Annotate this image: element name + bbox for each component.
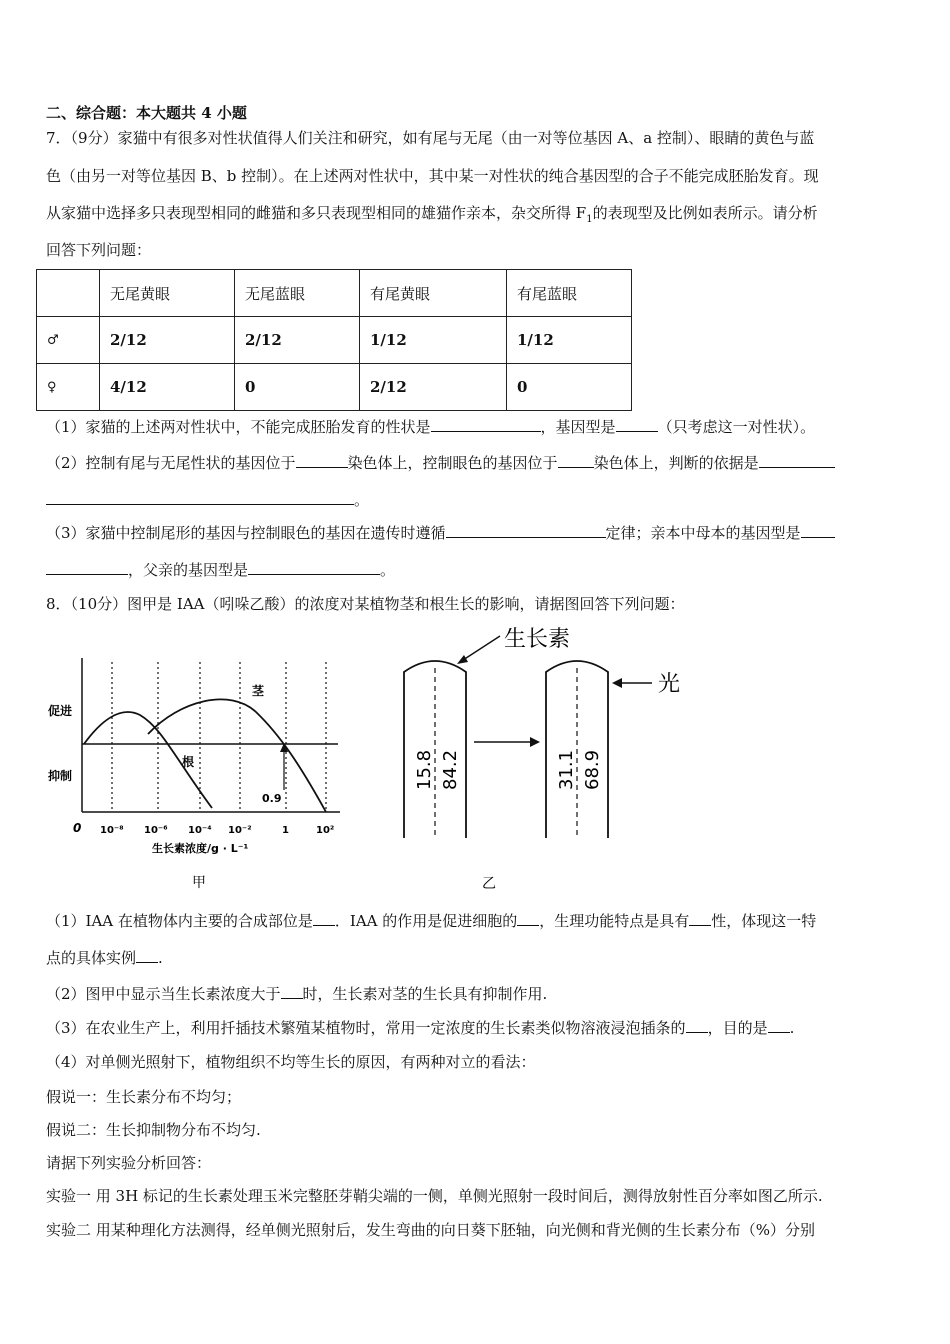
table-header-cell: 无尾黄眼 bbox=[100, 270, 235, 317]
q8-intro: 8．（10分）图甲是 IAA（吲哚乙酸）的浓度对某植物茎和根生长的影响，请据图回答下列问题： bbox=[46, 595, 685, 613]
x-axis-label: 生长素浓度/g · L⁻¹ bbox=[152, 842, 249, 855]
table-header-row bbox=[37, 270, 632, 317]
figure-yi bbox=[390, 620, 710, 900]
table-header-cell: 无尾蓝眼 bbox=[235, 270, 360, 317]
table-row bbox=[37, 317, 632, 364]
xtick-label: 10⁻⁶ bbox=[144, 825, 168, 836]
q7-line-3: 从家猫中选择多只表现型相同的雌猫和多只表现型相同的雄猫作亲本，杂交所得 $F_1$的表现型及比例如表所示。请分析 bbox=[46, 204, 818, 225]
answer-blank[interactable] bbox=[517, 911, 539, 926]
q7-line-1: 7．（9分）家猫中有很多对性状值得人们关注和研究，如有尾与无尾（由一对等位基因 A、a 控制）、眼睛的黄色与蓝 bbox=[46, 129, 815, 147]
table-cell: 2/12 bbox=[360, 364, 507, 411]
table-cell: 0 bbox=[507, 364, 632, 411]
auxin-arrow bbox=[460, 636, 500, 662]
label-0-9: 0.9 bbox=[262, 792, 282, 805]
table-cell-sex: ♂ bbox=[37, 317, 100, 364]
label-inhibit: 抑制 bbox=[48, 769, 73, 783]
label-root: 根 bbox=[182, 755, 195, 769]
q7-line-2: 色（由另一对等位基因 B、b 控制）。在上述两对性状中，其中某一对性状的纯合基因型的合子不能完成胚胎发育。现 bbox=[46, 167, 819, 185]
table-cell-sex: ♀ bbox=[37, 364, 100, 411]
phenotype-table bbox=[36, 269, 632, 411]
table-cell bbox=[37, 270, 100, 317]
q7-sub-2: （2）控制有尾与无尾性状的基因位于 染色体上，控制眼色的基因位于 染色体上，判断的依据是 bbox=[46, 453, 835, 473]
answer-blank[interactable] bbox=[46, 490, 354, 505]
q8-sub-4: （4）对单侧光照射下，植物组织不均等生长的原因，有两种对立的看法： bbox=[46, 1053, 536, 1071]
experiment-prompt: 请据下列实验分析回答： bbox=[46, 1154, 212, 1172]
table-header-cell: 有尾黄眼 bbox=[360, 270, 507, 317]
origin-label: 0 bbox=[73, 821, 82, 835]
section-heading: 二、综合题：本大题共 4 小题 bbox=[46, 104, 247, 122]
answer-blank[interactable] bbox=[801, 523, 835, 538]
table-cell: 4/12 bbox=[100, 364, 235, 411]
q7-sub-3-cont: ，父亲的基因型是 。 bbox=[46, 560, 395, 580]
table-row bbox=[37, 364, 632, 411]
q8-sub-3: （3）在农业生产上，利用扦插技术繁殖某植物时，常用一定浓度的生长素类似物溶液浸泡插条的 ，目的是 . bbox=[46, 1019, 795, 1037]
q7-line-4: 回答下列问题： bbox=[46, 241, 152, 259]
table-cell: 0 bbox=[235, 364, 360, 411]
table-header-cell: 有尾蓝眼 bbox=[507, 270, 632, 317]
caption-yi: 乙 bbox=[482, 876, 496, 892]
label-stem: 茎 bbox=[252, 684, 265, 698]
answer-blank[interactable] bbox=[558, 453, 594, 468]
q8-sub-1: （1）IAA 在植物体内主要的合成部位是 ．IAA 的作用是促进细胞的 ，生理功能特点是具有 性，体现这一特 bbox=[46, 912, 817, 930]
answer-blank[interactable] bbox=[313, 911, 335, 926]
table-cell: 2/12 bbox=[100, 317, 235, 364]
answer-blank[interactable] bbox=[689, 911, 711, 926]
answer-blank[interactable] bbox=[248, 560, 380, 575]
q7-sub-2-cont: 。 bbox=[46, 490, 369, 510]
figure-jia bbox=[40, 640, 360, 900]
answer-blank[interactable] bbox=[759, 453, 835, 468]
label-light: 光 bbox=[658, 672, 681, 697]
xtick-label: 10⁻⁸ bbox=[100, 825, 124, 836]
answer-blank[interactable] bbox=[686, 1018, 708, 1033]
answer-blank[interactable] bbox=[296, 453, 348, 468]
label-promote: 促进 bbox=[48, 704, 73, 718]
q8-sub-2: （2）图甲中显示当生长素浓度大于 时，生长素对茎的生长具有抑制作用. bbox=[46, 985, 548, 1003]
xtick-label: 10⁻² bbox=[228, 825, 252, 836]
value-left-a: 15.8 bbox=[414, 749, 435, 790]
q8-sub-1-cont: 点的具体实例 . bbox=[46, 949, 163, 967]
value-right-a: 31.1 bbox=[556, 749, 577, 790]
hypothesis-1: 假说一：生长素分布不均匀； bbox=[46, 1088, 242, 1106]
table-cell: 2/12 bbox=[235, 317, 360, 364]
caption-jia: 甲 bbox=[192, 875, 206, 891]
answer-blank[interactable] bbox=[136, 948, 158, 963]
xtick-label: 1 bbox=[282, 825, 289, 836]
answer-blank[interactable] bbox=[446, 523, 606, 538]
experiment-2: 实验二 用某种理化方法测得，经单侧光照射后，发生弯曲的向日葵下胚轴，向光侧和背光侧的生长素分布（%）分别 bbox=[46, 1221, 816, 1239]
answer-blank[interactable] bbox=[768, 1018, 790, 1033]
answer-blank[interactable] bbox=[46, 560, 128, 575]
table-cell: 1/12 bbox=[360, 317, 507, 364]
label-auxin: 生长素 bbox=[504, 627, 571, 652]
stem-curve bbox=[148, 699, 326, 812]
xtick-label: 10² bbox=[316, 825, 335, 836]
table-cell: 1/12 bbox=[507, 317, 632, 364]
value-left-b: 84.2 bbox=[440, 749, 461, 790]
value-right-b: 68.9 bbox=[582, 749, 603, 790]
xtick-label: 10⁻⁴ bbox=[188, 825, 212, 836]
answer-blank[interactable] bbox=[616, 417, 658, 432]
answer-blank[interactable] bbox=[281, 984, 303, 999]
experiment-1: 实验一 用 3H 标记的生长素处理玉米完整胚芽鞘尖端的一侧，单侧光照射一段时间后，测得放射性百分率如图乙所示. bbox=[46, 1187, 823, 1205]
answer-blank[interactable] bbox=[431, 417, 541, 432]
q7-sub-1: （1）家猫的上述两对性状中，不能完成胚胎发育的性状是 ，基因型是 （只考虑这一对性状）。 bbox=[46, 418, 816, 436]
q7-sub-3: （3）家猫中控制尾形的基因与控制眼色的基因在遗传时遵循 定律；亲本中母本的基因型是 bbox=[46, 523, 835, 543]
hypothesis-2: 假说二：生长抑制物分布不均匀. bbox=[46, 1121, 261, 1139]
